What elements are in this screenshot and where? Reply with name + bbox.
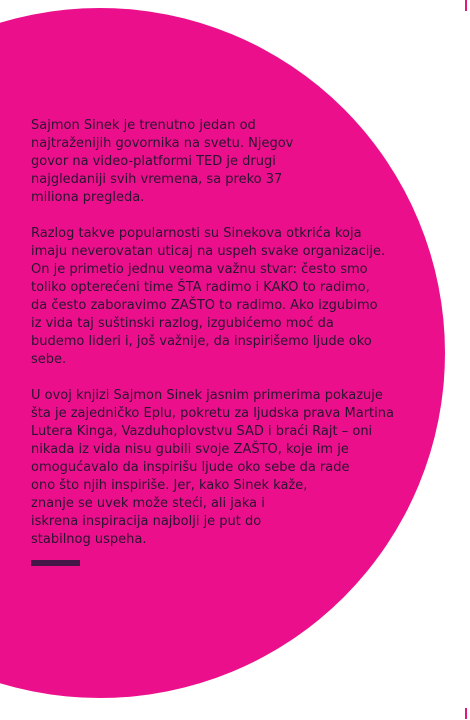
blurb-paragraph-2 — [31, 225, 441, 369]
blurb-line: Sajmon Sinek je trenutno jedan od — [31, 118, 256, 133]
blurb-line: U ovoj knjizi Sajmon Sinek jasnim primerima pokazuje — [31, 388, 383, 403]
blurb-line: Lutera Kinga, Vazduhoplovstvu SAD i braći Rajt – oni — [31, 424, 373, 439]
blurb-line: najtraženijih govornika na svetu. Njegov — [31, 136, 294, 151]
blurb-line: iskrena inspiracija najbolji je put do — [31, 514, 262, 529]
crop-mark-bottom — [465, 708, 467, 719]
blurb-paragraph-1 — [31, 117, 441, 207]
blurb-line: da često zaboravimo ZAŠTO to radimo. Ako izgubimo — [31, 298, 378, 313]
blurb-line: ono što njih inspiriše. Jer, kako Sinek kaže, — [31, 478, 308, 493]
blurb-line: nikada iz vida nisu gubili svoje ZAŠTO, koje im je — [31, 442, 349, 457]
blurb-line: budemo lideri i, još važnije, da inspirišemo ljude oko — [31, 334, 372, 349]
blurb-line: toliko opterećeni time ŠTA radimo i KAKO to radimo, — [31, 280, 370, 295]
blurb-line: iz vida taj suštinski razlog, izgubićemo moć da — [31, 316, 334, 331]
blurb-line: šta je zajedničko Eplu, pokretu za ljudska prava Martina — [31, 406, 394, 421]
blurb-text — [31, 117, 441, 567]
blurb-paragraph-3 — [31, 387, 441, 549]
blurb-line: najgledaniji svih vremena, sa preko 37 — [31, 172, 283, 187]
blurb-line: On je primetio jednu veoma važnu stvar: često smo — [31, 262, 368, 277]
crop-mark-top — [465, 0, 467, 11]
blurb-line: znanje se uvek može steći, ali jaka i — [31, 496, 265, 511]
blurb-line: imaju neverovatan uticaj na uspeh svake organizacije. — [31, 244, 386, 259]
decorative-bar — [31, 560, 80, 566]
blurb-line: omogućavalo da inspirišu ljude oko sebe da rade — [31, 460, 350, 475]
blurb-line: govor na video-platformi TED je drugi — [31, 154, 276, 169]
blurb-line: sebe. — [31, 352, 67, 367]
blurb-line: stabilnog uspeha. — [31, 532, 147, 547]
blurb-line: miliona pregleda. — [31, 190, 145, 205]
blurb-line: Razlog takve popularnosti su Sinekova otkrića koja — [31, 226, 362, 241]
